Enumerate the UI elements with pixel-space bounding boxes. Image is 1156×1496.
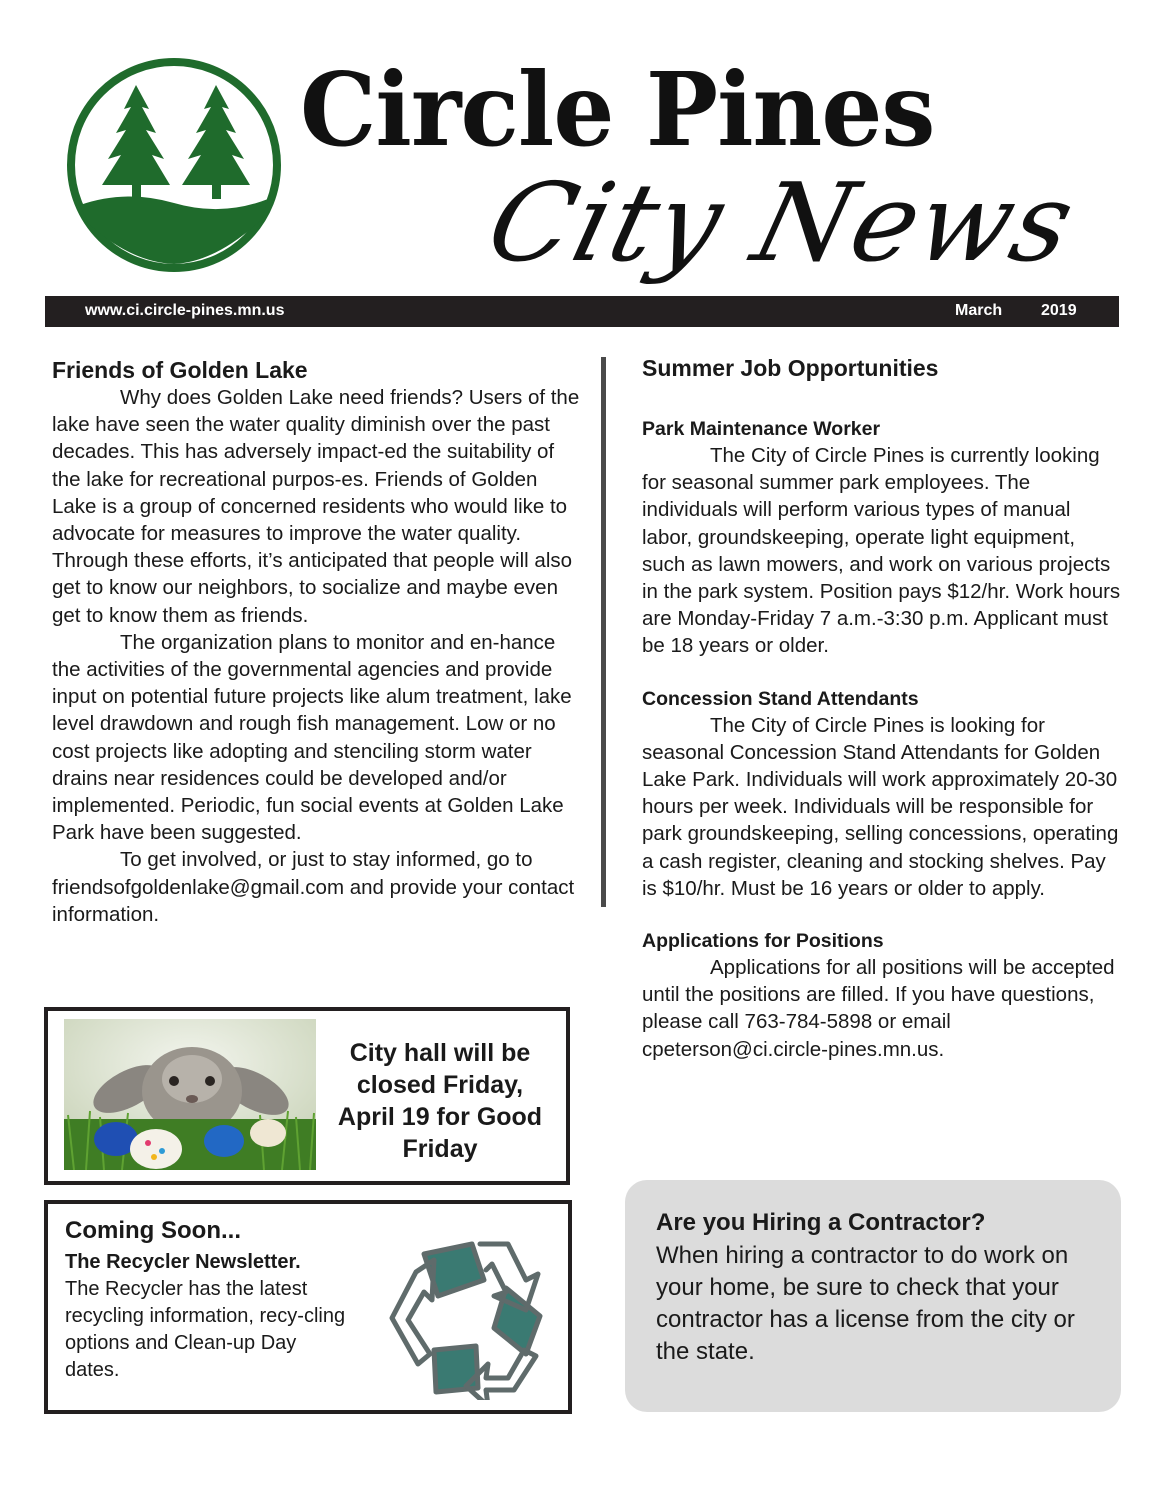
concession-job-title: Concession Stand Attendants bbox=[642, 687, 919, 710]
jobs-heading: Summer Job Opportunities bbox=[642, 355, 939, 381]
good-friday-notice bbox=[44, 1007, 570, 1185]
friends-paragraph: The organization plans to monitor and en-hance the activities of the governmental agencies and provide input on potential future projects like alum treatment, lake level drawdown and rough fish management. Low or no cost projects like adopting and stenciling storm water drains near residences could be developed and/or implemented. Periodic, fun social events at Golden Lake Park have been suggested. bbox=[52, 630, 572, 845]
circle-pines-logo bbox=[66, 57, 282, 273]
contractor-notice bbox=[625, 1180, 1121, 1412]
recycler-text: The Recycler has the latest recycling information, recy-cling options and Clean-up Day dates. bbox=[65, 1278, 346, 1381]
good-friday-text: City hall will be closed Friday, April 19 for Good Friday bbox=[337, 1039, 543, 1163]
recycler-title: Coming Soon... bbox=[65, 1217, 241, 1244]
masthead-banner bbox=[45, 296, 1119, 327]
friends-paragraph: To get involved, or just to stay informed, go to friendsofgoldenlake@gmail.com and provide your contact information. bbox=[52, 848, 575, 926]
park-job-text: The City of Circle Pines is currently looking for seasonal summer park employees. The individuals will perform various types of manual labor, groundskeeping, operate light equipment, such as lawn mowers, and work on various projects in the park system. Position pays $12/hr. Work hours are Monday-Friday 7 a.m.-3:30 p.m. Applicant must be 18 years or older. bbox=[642, 444, 1121, 658]
recycler-subtitle: The Recycler Newsletter. bbox=[65, 1251, 301, 1273]
contractor-title: Are you Hiring a Contractor? bbox=[656, 1209, 986, 1236]
masthead-subtitle: City News bbox=[476, 161, 1088, 286]
easter-bunny-image bbox=[64, 1019, 316, 1170]
masthead-title: Circle Pines bbox=[300, 50, 935, 170]
applications-title: Applications for Positions bbox=[642, 930, 884, 953]
jobs-article bbox=[642, 354, 1122, 1063]
friends-heading: Friends of Golden Lake bbox=[52, 357, 308, 383]
concession-job-text: The City of Circle Pines is looking for seasonal Concession Stand Attendants for Golden Lake Park. Individuals will work approximately 20-30 hours per week. Individuals will be responsible for park groundskeeping, selling concessions, operating a cash register, cleaning and stocking shelves. Pay is $10/hr. Must be 16 years or older to apply. bbox=[642, 713, 1119, 900]
contractor-text: When hiring a contractor to do work on your home, be sure to check that your contractor has a license from the city or the state. bbox=[656, 1242, 1075, 1365]
park-job-title: Park Maintenance Worker bbox=[642, 418, 881, 440]
friends-paragraph: Why does Golden Lake need friends? Users of the lake have seen the water quality diminish over the past decades. This has adversely impact-ed the suitability of the lake for recreational purpos-es. Friends of Golden Lake is a group of concerned residents who would like to advocate for measures to improve the water quality. Through these efforts, it’s anticipated that people will also get to know our neighbors, to socialize and maybe even get to know them as friends. bbox=[52, 386, 580, 627]
applications-text: Applications for all positions will be accepted until the positions are filled. If you have questions, please call 763-784-5898 or email cpeterson@ci.circle-pines.mn.us. bbox=[642, 956, 1115, 1061]
issue-month: March bbox=[955, 302, 1003, 319]
friends-article bbox=[52, 356, 582, 928]
recycler-notice bbox=[44, 1200, 572, 1414]
recycle-icon bbox=[376, 1230, 556, 1400]
column-divider bbox=[601, 357, 606, 907]
issue-year: 2019 bbox=[1041, 302, 1077, 319]
website-link[interactable]: www.ci.circle-pines.mn.us bbox=[85, 302, 285, 319]
